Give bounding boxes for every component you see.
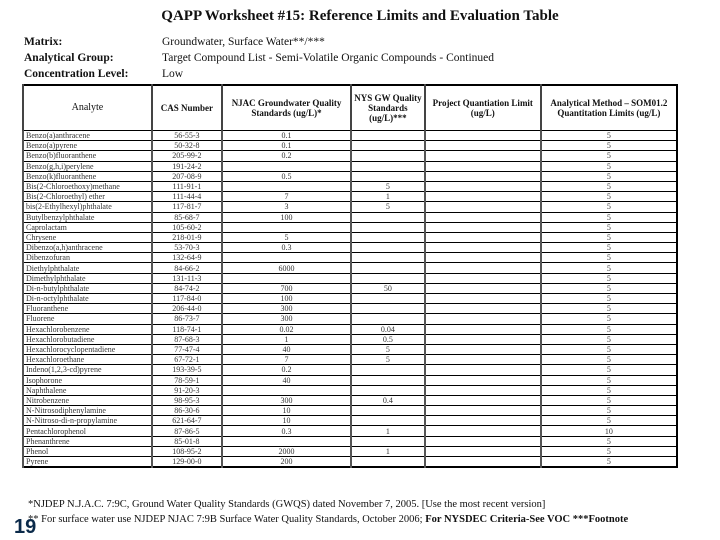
table-cell: 85-68-7 <box>152 212 222 222</box>
table-cell <box>222 181 351 191</box>
table-cell <box>222 385 351 395</box>
table-cell: 0.02 <box>222 324 351 334</box>
table-cell <box>425 314 541 324</box>
table-row <box>23 457 677 468</box>
table-cell: 5 <box>541 294 677 304</box>
table-cell <box>425 181 541 191</box>
table-cell: Hexachlorocyclopentadiene <box>23 344 152 354</box>
table-cell: Dimethylphthalate <box>23 273 152 283</box>
table-cell <box>351 416 425 426</box>
table-row <box>23 222 677 232</box>
table-cell: 5 <box>541 406 677 416</box>
table-cell: 5 <box>541 355 677 365</box>
table-cell: 5 <box>541 212 677 222</box>
table-cell: 117-84-0 <box>152 294 222 304</box>
table-row <box>23 314 677 324</box>
table-cell: Indeno(1,2,3-cd)pyrene <box>23 365 152 375</box>
table-cell: Fluorene <box>23 314 152 324</box>
table-cell <box>351 212 425 222</box>
table-row <box>23 426 677 436</box>
table-row <box>23 436 677 446</box>
table-row <box>23 232 677 242</box>
table-cell <box>351 263 425 273</box>
table-cell: 0.5 <box>222 171 351 181</box>
table-cell: 98-95-3 <box>152 395 222 405</box>
table-cell: Phenanthrene <box>23 436 152 446</box>
table-cell: 5 <box>541 151 677 161</box>
table-cell <box>351 457 425 468</box>
table-cell <box>351 131 425 141</box>
table-cell: 5 <box>541 243 677 253</box>
table-cell <box>425 141 541 151</box>
table-cell: 7 <box>222 192 351 202</box>
table-cell: 0.1 <box>222 141 351 151</box>
table-cell: Benzo(b)fluoranthene <box>23 151 152 161</box>
table-cell <box>351 161 425 171</box>
table-row <box>23 253 677 263</box>
table-row <box>23 344 677 354</box>
table-row <box>23 151 677 161</box>
table-cell: 111-91-1 <box>152 181 222 191</box>
table-cell: 67-72-1 <box>152 355 222 365</box>
table-cell: 5 <box>541 171 677 181</box>
table-cell: Hexachlorobenzene <box>23 324 152 334</box>
table-cell: 117-81-7 <box>152 202 222 212</box>
table-cell: 91-20-3 <box>152 385 222 395</box>
table-cell <box>425 283 541 293</box>
table-row <box>23 141 677 151</box>
table-cell <box>425 192 541 202</box>
table-cell: 77-47-4 <box>152 344 222 354</box>
table-cell: 5 <box>541 263 677 273</box>
table-cell <box>425 324 541 334</box>
table-cell: 5 <box>541 192 677 202</box>
table-cell: 5 <box>541 344 677 354</box>
table-cell: 50 <box>351 283 425 293</box>
table-cell: 111-44-4 <box>152 192 222 202</box>
table-cell <box>222 273 351 283</box>
table-row <box>23 243 677 253</box>
table-cell <box>351 171 425 181</box>
table-row <box>23 263 677 273</box>
table-cell <box>222 253 351 263</box>
table-row <box>23 202 677 212</box>
table-cell: 87-86-5 <box>152 426 222 436</box>
table-cell: Chrysene <box>23 232 152 242</box>
column-header: NJAC Groundwater Quality Standards (ug/L)* <box>222 85 351 131</box>
table-row <box>23 385 677 395</box>
table-cell: 100 <box>222 294 351 304</box>
table-row <box>23 161 677 171</box>
table-cell <box>425 446 541 456</box>
table-cell: Hexachlorobutadiene <box>23 334 152 344</box>
table-cell <box>351 406 425 416</box>
meta-value: Target Compound List - Semi-Volatile Organic Compounds - Continued <box>162 52 495 64</box>
table-cell: 5 <box>541 141 677 151</box>
table-cell: 207-08-9 <box>152 171 222 181</box>
table-row <box>23 171 677 181</box>
table-cell <box>351 375 425 385</box>
table-cell: 10 <box>541 426 677 436</box>
table-cell <box>425 273 541 283</box>
table-cell <box>351 314 425 324</box>
table-cell: 40 <box>222 375 351 385</box>
meta-label: Matrix: <box>24 36 63 48</box>
table-cell: 193-39-5 <box>152 365 222 375</box>
table-cell <box>425 131 541 141</box>
table-cell: Phenol <box>23 446 152 456</box>
table-cell <box>351 141 425 151</box>
table-cell: 10 <box>222 416 351 426</box>
table-cell <box>351 243 425 253</box>
table-row <box>23 355 677 365</box>
table-row <box>23 395 677 405</box>
table-cell: 10 <box>222 406 351 416</box>
table-cell: 700 <box>222 283 351 293</box>
table-row <box>23 375 677 385</box>
table-row <box>23 294 677 304</box>
table-cell <box>425 355 541 365</box>
table-cell <box>351 365 425 375</box>
table-cell <box>425 294 541 304</box>
column-header: Analytical Method – SOM01.2 Quantitation Limits (ug/L) <box>541 85 677 131</box>
table-cell: 5 <box>541 273 677 283</box>
table-cell: 0.04 <box>351 324 425 334</box>
table-cell <box>425 457 541 468</box>
table-cell <box>425 171 541 181</box>
table-cell: Hexachloroethane <box>23 355 152 365</box>
table-cell: 1 <box>351 192 425 202</box>
column-header: Project Quantiation Limit (ug/L) <box>425 85 541 131</box>
table-header-row <box>23 85 677 131</box>
meta-label: Analytical Group: <box>24 52 114 64</box>
table-cell: 5 <box>541 365 677 375</box>
table-cell <box>351 294 425 304</box>
table-cell: 205-99-2 <box>152 151 222 161</box>
table-cell: 5 <box>541 202 677 212</box>
table-cell <box>425 202 541 212</box>
table-cell: Butylbenzylphthalate <box>23 212 152 222</box>
table-cell: 0.4 <box>351 395 425 405</box>
table-cell <box>425 416 541 426</box>
table-cell: bis(2-Ethylhexyl)phthalate <box>23 202 152 212</box>
table-cell: 0.2 <box>222 151 351 161</box>
table-cell: 5 <box>541 304 677 314</box>
column-header: Analyte <box>23 85 152 131</box>
table-cell: 218-01-9 <box>152 232 222 242</box>
table-cell: 5 <box>541 131 677 141</box>
table-cell <box>425 232 541 242</box>
table-cell <box>425 304 541 314</box>
table-cell: 300 <box>222 314 351 324</box>
table-row <box>23 212 677 222</box>
table-cell: 5 <box>541 446 677 456</box>
table-cell: 0.3 <box>222 243 351 253</box>
table-cell <box>425 375 541 385</box>
table-cell <box>351 304 425 314</box>
table-cell: Benzo(a)pyrene <box>23 141 152 151</box>
table-row <box>23 324 677 334</box>
page-number: 19 <box>14 516 37 538</box>
table-cell: Benzo(k)fluoranthene <box>23 171 152 181</box>
table-cell: 5 <box>541 395 677 405</box>
table-cell: 105-60-2 <box>152 222 222 232</box>
table-row <box>23 273 677 283</box>
table-cell: 118-74-1 <box>152 324 222 334</box>
table-cell: 200 <box>222 457 351 468</box>
table-cell: 7 <box>222 355 351 365</box>
table-cell <box>351 232 425 242</box>
table-cell: Naphthalene <box>23 385 152 395</box>
table-cell: 5 <box>541 375 677 385</box>
table-cell: Bis(2-Chloroethyl) ether <box>23 192 152 202</box>
table-cell <box>425 243 541 253</box>
table-cell: 78-59-1 <box>152 375 222 385</box>
table-cell: Pyrene <box>23 457 152 468</box>
table-cell: Dibenzofuran <box>23 253 152 263</box>
meta-value: Low <box>162 68 184 80</box>
column-header: CAS Number <box>152 85 222 131</box>
table-cell <box>425 385 541 395</box>
table-cell: 6000 <box>222 263 351 273</box>
table-cell: Pentachlorophenol <box>23 426 152 436</box>
table-row <box>23 334 677 344</box>
table-cell: 3 <box>222 202 351 212</box>
table-cell: 5 <box>541 324 677 334</box>
table-cell: 621-64-7 <box>152 416 222 426</box>
table-cell: 132-64-9 <box>152 253 222 263</box>
table-cell: 129-00-0 <box>152 457 222 468</box>
table-cell: 5 <box>351 181 425 191</box>
footnote-2-bold: For NYSDEC Criteria-See VOC ***Footnote <box>425 514 629 525</box>
table-cell: 5 <box>541 436 677 446</box>
table-cell: 50-32-8 <box>152 141 222 151</box>
table-cell: 5 <box>541 385 677 395</box>
table-cell <box>351 253 425 263</box>
table-cell: Dibenzo(a,h)anthracene <box>23 243 152 253</box>
table-cell: Benzo(g,h,i)perylene <box>23 161 152 171</box>
table-cell <box>351 385 425 395</box>
table-cell: Benzo(a)anthracene <box>23 131 152 141</box>
table-cell <box>351 151 425 161</box>
table-cell: 5 <box>541 314 677 324</box>
table-cell: 5 <box>541 253 677 263</box>
table-cell <box>425 151 541 161</box>
table-cell: Diethylphthalate <box>23 263 152 273</box>
table-row <box>23 283 677 293</box>
table-cell: 300 <box>222 304 351 314</box>
table-cell: 85-01-8 <box>152 436 222 446</box>
table-cell: 5 <box>541 222 677 232</box>
table-cell: 206-44-0 <box>152 304 222 314</box>
table-cell: Fluoranthene <box>23 304 152 314</box>
table-cell <box>425 365 541 375</box>
table-cell: 1 <box>351 446 425 456</box>
table-cell <box>425 426 541 436</box>
column-header: NYS GW Quality Standards (ug/L)*** <box>351 85 425 131</box>
table-cell: 56-55-3 <box>152 131 222 141</box>
table-cell <box>425 334 541 344</box>
table-row <box>23 416 677 426</box>
table-row <box>23 181 677 191</box>
table-cell <box>425 395 541 405</box>
table-cell <box>425 344 541 354</box>
table-cell: N-Nitroso-di-n-propylamine <box>23 416 152 426</box>
table-row <box>23 446 677 456</box>
table-row <box>23 406 677 416</box>
table-cell: Di-n-butylphthalate <box>23 283 152 293</box>
table-cell: 2000 <box>222 446 351 456</box>
table-cell: 86-73-7 <box>152 314 222 324</box>
table-cell: 5 <box>541 181 677 191</box>
table-row <box>23 192 677 202</box>
table-cell: 0.1 <box>222 131 351 141</box>
table-cell: 0.2 <box>222 365 351 375</box>
table-cell <box>222 222 351 232</box>
table-cell: 1 <box>351 426 425 436</box>
table-cell <box>425 253 541 263</box>
reference-limits-table <box>22 84 678 468</box>
table-cell <box>425 436 541 446</box>
table-row <box>23 131 677 141</box>
table-cell <box>425 212 541 222</box>
table-cell: N-Nitrosodiphenylamine <box>23 406 152 416</box>
table-cell: 1 <box>222 334 351 344</box>
table-cell: 53-70-3 <box>152 243 222 253</box>
meta-label: Concentration Level: <box>24 68 129 80</box>
table-cell <box>222 161 351 171</box>
table-cell: Caprolactam <box>23 222 152 232</box>
table-row <box>23 304 677 314</box>
table-cell: Nitrobenzene <box>23 395 152 405</box>
table-cell <box>425 263 541 273</box>
table-cell: 5 <box>541 283 677 293</box>
table-cell: Di-n-octylphthalate <box>23 294 152 304</box>
table-row <box>23 365 677 375</box>
table-cell: 5 <box>222 232 351 242</box>
table-cell: 300 <box>222 395 351 405</box>
table-cell: 0.5 <box>351 334 425 344</box>
table-cell: 5 <box>351 202 425 212</box>
table-cell: 100 <box>222 212 351 222</box>
meta-value: Groundwater, Surface Water**/*** <box>162 36 325 48</box>
table-cell: 5 <box>541 232 677 242</box>
table-cell: Bis(2-Chloroethoxy)methane <box>23 181 152 191</box>
table-cell <box>351 273 425 283</box>
footnote-2-text: ** For surface water use NJDEP NJAC 7:9B Surface Water Quality Standards, October 2006; <box>28 514 426 525</box>
table-cell <box>425 222 541 232</box>
table-cell: 87-68-3 <box>152 334 222 344</box>
table-cell: 108-95-2 <box>152 446 222 456</box>
table-cell: 5 <box>541 334 677 344</box>
table-cell: 131-11-3 <box>152 273 222 283</box>
table-cell: 40 <box>222 344 351 354</box>
table-cell <box>351 222 425 232</box>
table-cell: 5 <box>541 457 677 468</box>
table-cell: 86-30-6 <box>152 406 222 416</box>
table-cell: 5 <box>351 344 425 354</box>
table-cell <box>425 161 541 171</box>
table-cell: 5 <box>351 355 425 365</box>
table-cell <box>351 436 425 446</box>
table-cell: 0.3 <box>222 426 351 436</box>
footnote-2 <box>28 514 628 525</box>
table-cell: 191-24-2 <box>152 161 222 171</box>
table-cell: 5 <box>541 161 677 171</box>
table-cell: Isophorone <box>23 375 152 385</box>
page-title: QAPP Worksheet #15: Reference Limits and Evaluation Table <box>161 8 559 24</box>
table-cell: 5 <box>541 416 677 426</box>
table-cell: 84-66-2 <box>152 263 222 273</box>
table-cell <box>425 406 541 416</box>
table-cell: 84-74-2 <box>152 283 222 293</box>
footnote-1: *NJDEP N.J.A.C. 7:9C, Ground Water Quality Standards (GWQS) dated November 7, 2005. [Use the most recent version] <box>28 499 546 510</box>
table-cell <box>222 436 351 446</box>
